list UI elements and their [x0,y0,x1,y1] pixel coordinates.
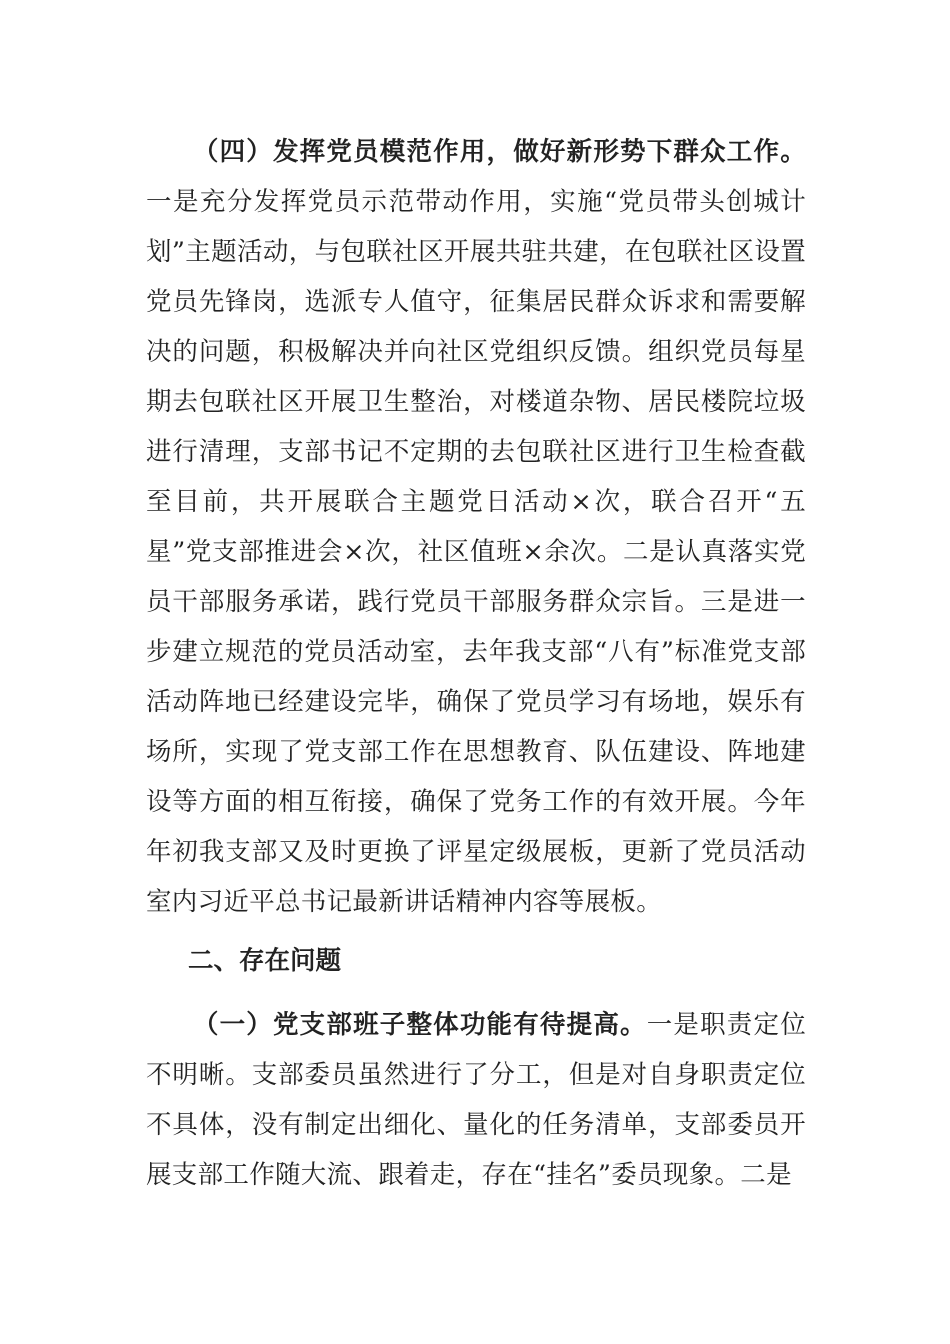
paragraph-body: 一是充分发挥党员示范带动作用，实施“党员带头创城计划”主题活动，与包联社区开展共驻共建，在包联社区设置党员先锋岗，选派专人值守，征集居民群众诉求和需要解决的问题，积极解决并向社区党组织反馈。组织党员每星期去包联社区开展卫生整治，对楼道杂物、居民楼院垃圾进行清理，支部书记不定期的去包联社区进行卫生检查截至目前，共开展联合主题党日活动×次，联合召开“五星”党支部推进会×次，社区值班×余次。二是认真落实党员干部服务承诺，践行党员干部服务群众宗旨。三是进一步建立规范的党员活动室，去年我支部“八有”标准党支部活动阵地已经建设完毕，确保了党员学习有场地，娱乐有场所，实现了党支部工作在思想教育、队伍建设、阵地建设等方面的相互衔接，确保了党务工作的有效开展。今年年初我支部又及时更换了评星定级展板，更新了党员活动室内习近平总书记最新讲话精神内容等展板。 [146,187,806,917]
paragraph-body: 一是职责定位不明晰。支部委员虽然进行了分工，但是对自身职责定位不具体，没有制定出细化、量化的任务清单，支部委员开展支部工作随大流、跟着走，存在“挂名”委员现象。二是 [146,1010,806,1190]
paragraph-lead-heading: （一）党支部班子整体功能有待提高。 [192,1010,647,1040]
paragraph-party-member-role [146,127,806,927]
paragraph-lead-heading: （四）发挥党员模范作用，做好新形势下群众工作。 [192,137,806,167]
paragraph-branch-function [146,1000,806,1200]
section-heading: 二、存在问题 [188,946,342,976]
